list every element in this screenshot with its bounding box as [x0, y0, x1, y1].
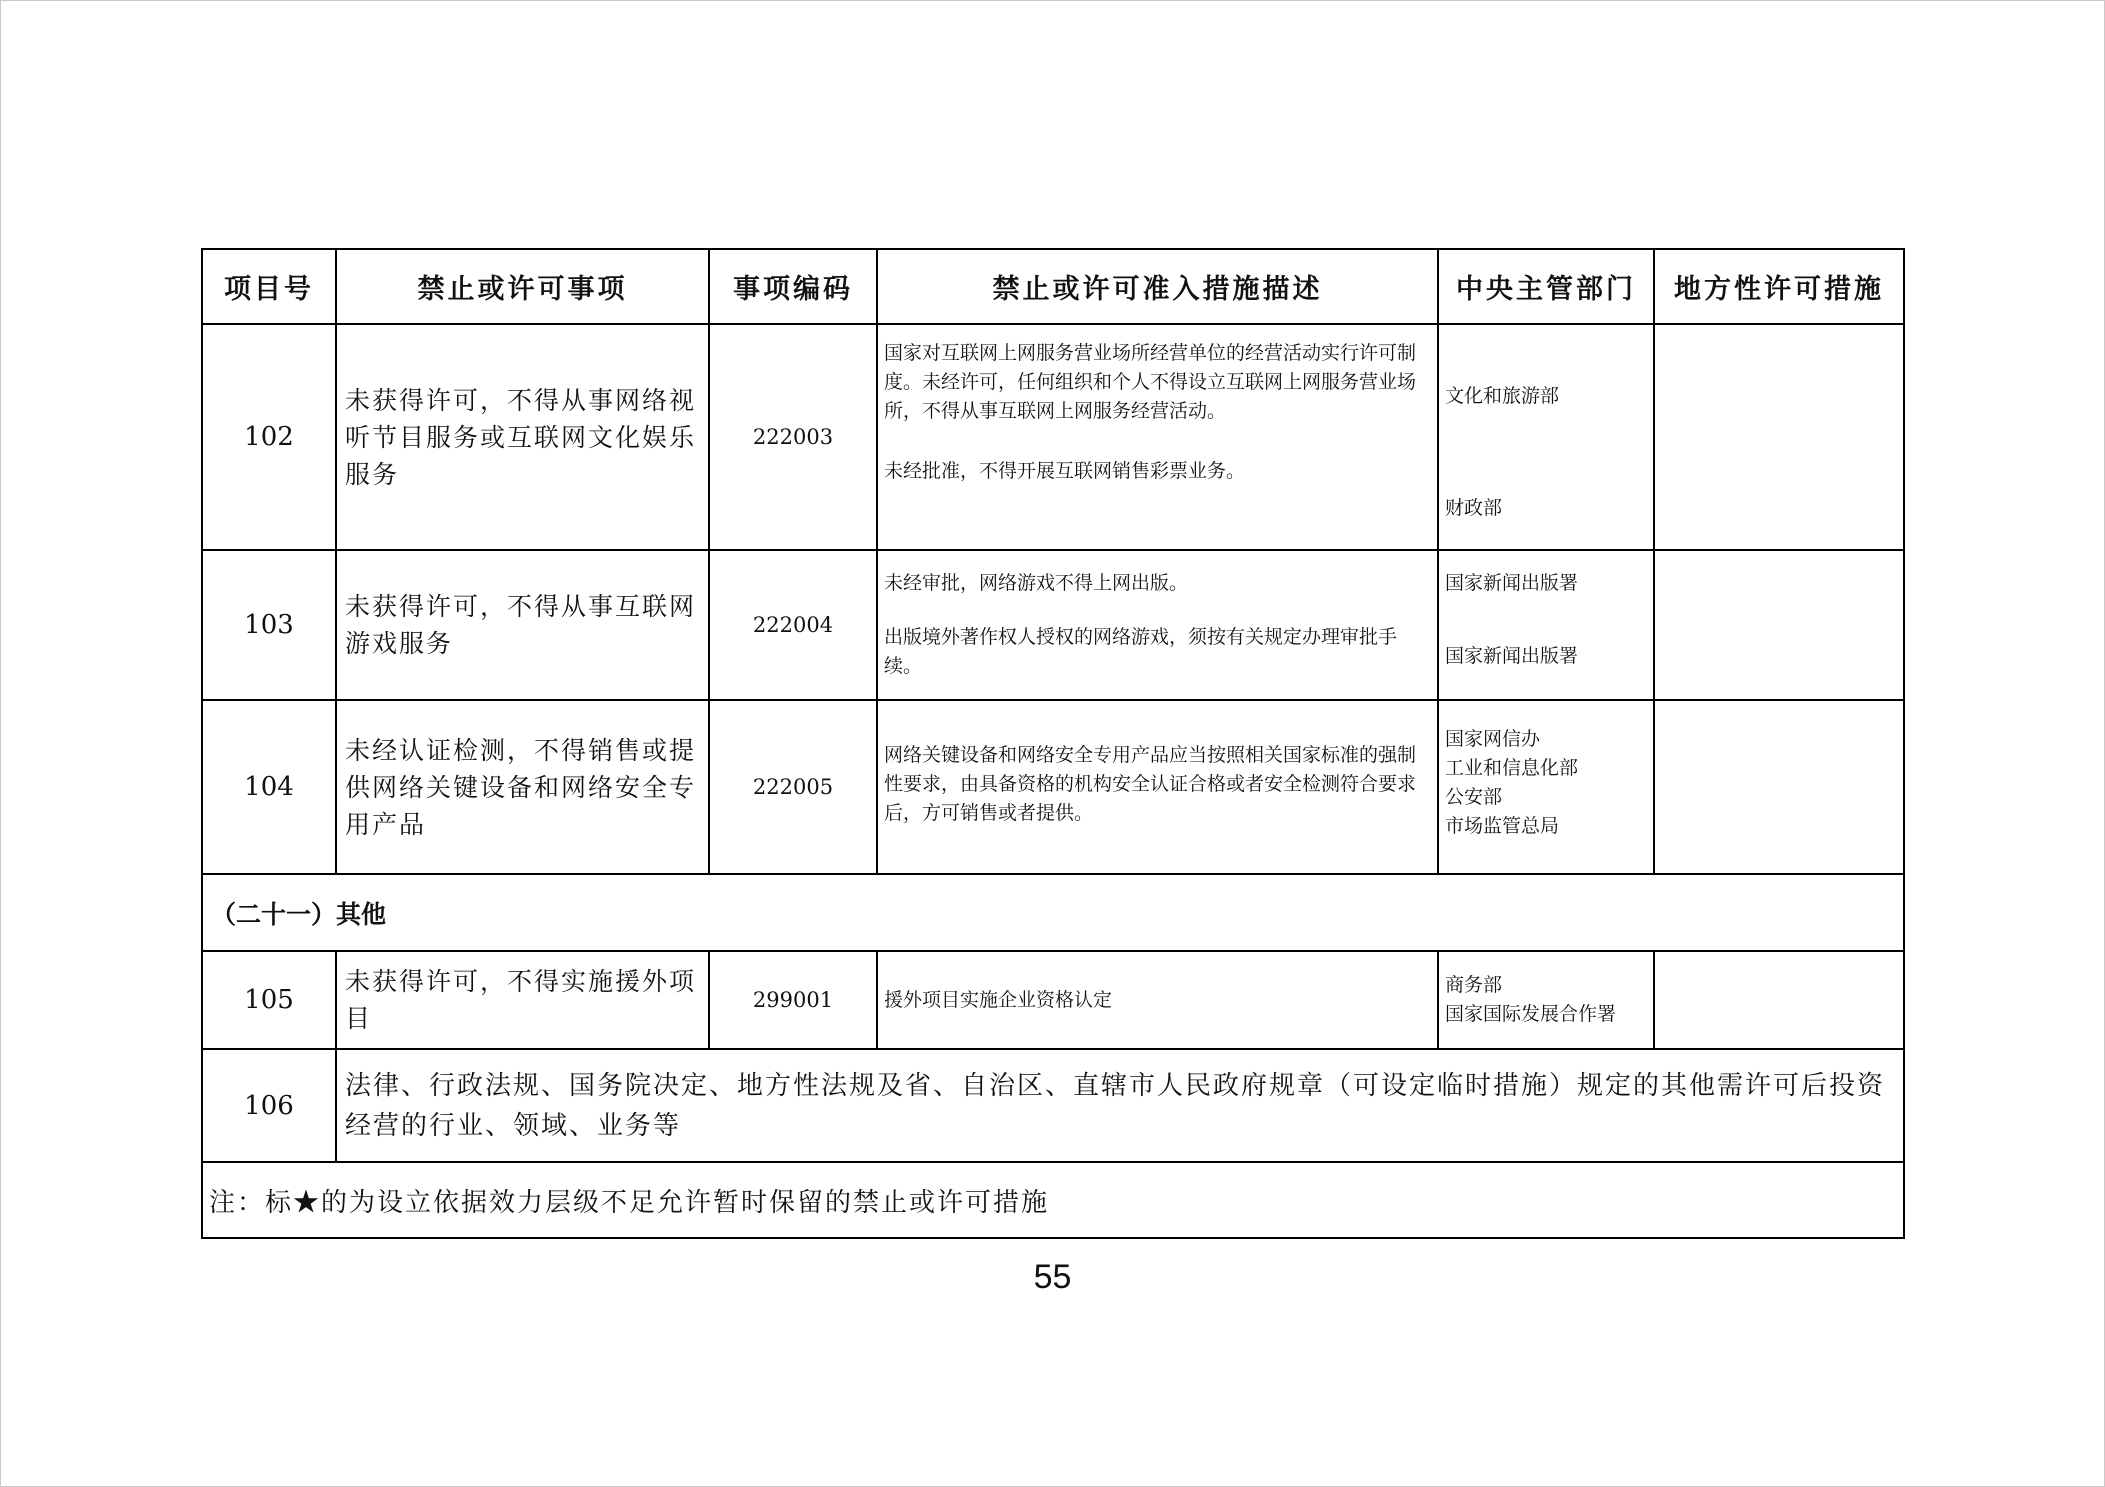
measure-description [877, 550, 1438, 700]
department-name: 财政部 [1445, 497, 1503, 519]
department-name: 文化和旅游部 [1445, 385, 1560, 407]
item-name: 未获得许可，不得从事互联网游戏服务 [336, 550, 709, 700]
page-number: 55 [1033, 1258, 1072, 1296]
central-department [1438, 700, 1654, 874]
item-name: 未获得许可，不得从事网络视听节目服务或互联网文化娱乐服务 [336, 324, 709, 550]
measure-description: 援外项目实施企业资格认定 [877, 951, 1438, 1049]
measure-description [877, 700, 1438, 874]
description-paragraph: 未经审批，网络游戏不得上网出版。 [884, 572, 1189, 594]
item-number: 104 [202, 700, 336, 874]
market-access-table [201, 248, 1905, 1239]
header-row [202, 249, 1904, 324]
item-number: 102 [202, 324, 336, 550]
department-name: 国家网信办 [1445, 728, 1541, 750]
item-number: 103 [202, 550, 336, 700]
local-measures [1654, 550, 1904, 700]
central-department [1438, 951, 1654, 1049]
item-code: 222005 [709, 700, 877, 874]
header-central-department: 中央主管部门 [1438, 249, 1654, 324]
item-code: 299001 [709, 951, 877, 1049]
table-note: 注：标★的为设立依据效力层级不足允许暂时保留的禁止或许可措施 [202, 1162, 1904, 1238]
department-name: 市场监管总局 [1445, 815, 1560, 837]
central-department [1438, 550, 1654, 700]
description-paragraph: 出版境外著作权人授权的网络游戏，须按有关规定办理审批手续。 [884, 626, 1398, 677]
header-item-name: 禁止或许可事项 [336, 249, 709, 324]
item-code: 222003 [709, 324, 877, 550]
local-measures [1654, 951, 1904, 1049]
local-measures [1654, 700, 1904, 874]
catch-all-measure: 法律、行政法规、国务院决定、地方性法规及省、自治区、直辖市人民政府规章（可设定临时措施）规定的其他需许可后投资经营的行业、领域、业务等 [336, 1049, 1904, 1162]
header-measure-description: 禁止或许可准入措施描述 [877, 249, 1438, 324]
table-row [202, 700, 1904, 874]
department-name: 国家国际发展合作署 [1445, 1003, 1617, 1025]
table-row [202, 1049, 1904, 1162]
item-number: 105 [202, 951, 336, 1049]
description-paragraph: 国家对互联网上网服务营业场所经营单位的经营活动实行许可制度。未经许可，任何组织和个人不得设立互联网上网服务营业场所，不得从事互联网上网服务经营活动。 [884, 342, 1417, 422]
table-row [202, 951, 1904, 1049]
item-name: 未经认证检测，不得销售或提供网络关键设备和网络安全专用产品 [336, 700, 709, 874]
central-department [1438, 324, 1654, 550]
measure-description [877, 324, 1438, 550]
department-name: 国家新闻出版署 [1445, 645, 1579, 667]
header-item-code: 事项编码 [709, 249, 877, 324]
item-number: 106 [202, 1049, 336, 1162]
local-measures [1654, 324, 1904, 550]
description-paragraph: 网络关键设备和网络安全专用产品应当按照相关国家标准的强制性要求，由具备资格的机构安全认证合格或者安全检测符合要求后，方可销售或者提供。 [884, 744, 1417, 824]
department-name: 商务部 [1445, 974, 1503, 996]
section-row [202, 874, 1904, 951]
department-name: 国家新闻出版署 [1445, 572, 1579, 594]
note-row [202, 1162, 1904, 1238]
item-code: 222004 [709, 550, 877, 700]
table-row [202, 550, 1904, 700]
section-title: （二十一）其他 [202, 874, 1904, 951]
header-local-measures: 地方性许可措施 [1654, 249, 1904, 324]
description-paragraph: 未经批准，不得开展互联网销售彩票业务。 [884, 460, 1246, 482]
department-name: 公安部 [1445, 786, 1503, 808]
department-name: 工业和信息化部 [1445, 757, 1579, 779]
header-item-number: 项目号 [202, 249, 336, 324]
item-name: 未获得许可，不得实施援外项目 [336, 951, 709, 1049]
table-row [202, 324, 1904, 550]
